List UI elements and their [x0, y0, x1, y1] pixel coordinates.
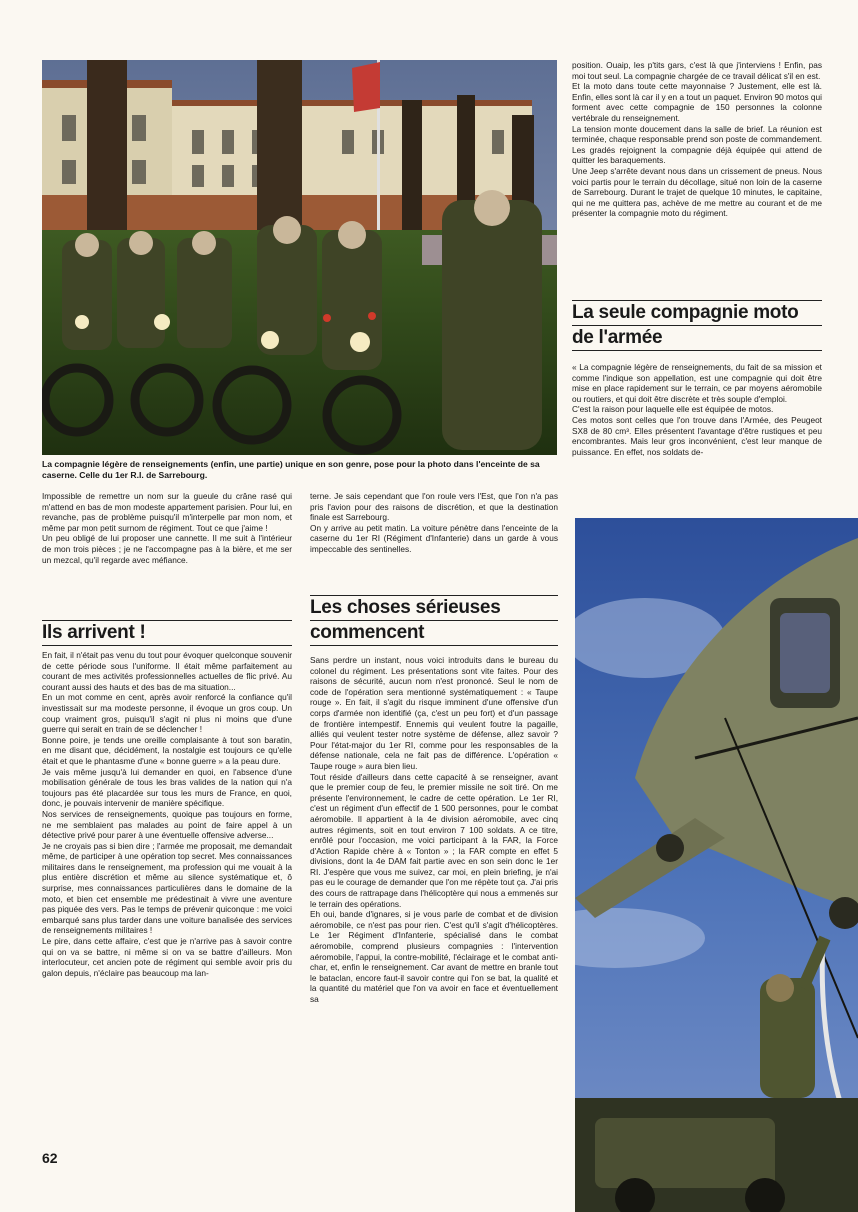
paragraph: En fait, il n'était pas venu du tout pour évoquer quelconque souvenir de cette période sous l'uniforme. Il était même parfaitement au courant de mes activités professionnelles actuelles de flic privé. Au courant aussi des hauts et des bas de ma situation... [42, 650, 292, 692]
paragraph: Bonne poire, je tends une oreille complaisante à tout son baratin, en me disant que, décidément, la nostalgie est toujours ce qu'elle était et que le phantasme d'une « bonne guerre » a la peau dure. [42, 734, 292, 766]
heading-text: Ils arrivent ! [42, 621, 292, 646]
paragraph: Ces motos sont celles que l'on trouve dans l'Armée, des Peugeot SX8 de 80 cm³. Elles présentent l'avantage d'être rustiques et peu encombrantes. Mais leur gros inconvénient, c'est leur manque de puissance. En effet, nos soldats de- [572, 414, 822, 457]
paragraph: Le pire, dans cette affaire, c'est que je n'arrive pas à savoir contre qui on va se battre, ni même si on va se battre d'ailleurs. Mon interlocuteur, cet ancien pote de régiment qui semble avoir pris du galon depuis, n'éclaire pas beaucoup ma lan- [42, 936, 292, 978]
paragraph: Impossible de remettre un nom sur la gueule du crâne rasé qui m'attend en bas de mon modeste appartement parisien. Pour lui, en revanche, pas de problème puisqu'il m'interpelle par mon nom, et même par mon petit surnom de régiment. Tout ce que j'aime ! [42, 491, 292, 533]
column-middle-intro [310, 491, 558, 555]
column-right-main [572, 362, 822, 457]
section-heading-seule-compagnie [572, 300, 822, 351]
paragraph: Sans perdre un instant, nous voici introduits dans le bureau du colonel du régiment. Les présentations sont vite faites. Pour des raisons de sécurité, aucun nom n'est prononcé. Seul le nom de code de l'opération sera mentionné systématiquement : « Taupe rouge ». En fait, il s'agit du risque imminent d'une offensive d'un corps d'armée non identifié (ça, c'est un peu fort) et d'un passage de frontière intempestif. Ennemis qui veulent foutre la pagaille, alliés qui veulent tester notre système de défense, allez savoir ? Pour l'état-major du 1er RI, comme pour les responsables de la défense nationale, cela ne fait pas de différence. L'opération « Taupe rouge » aura bien lieu. [310, 655, 558, 771]
section-heading-choses-serieuses [310, 595, 558, 646]
paragraph: C'est la raison pour laquelle elle est équipée de motos. [572, 404, 774, 415]
paragraph: Et la moto dans toute cette mayonnaise ? Justement, elle est là. Enfin, elles sont là car il y en a tout un paquet. Environ 90 motos qui forment avec cette compagnie de 150 personnes la colonne vertébrale du renseignement. [572, 81, 822, 123]
section-heading-ils-arrivent [42, 620, 292, 646]
paragraph: Une Jeep s'arrête devant nous dans un crissement de pneus. Nous voici partis pour le terrain du décollage, situé non loin de la caserne de Sarrebourg. Durant le trajet de quelque 10 minutes, le capitaine, qui ne me quittera pas, achève de me mettre au courant et de me présenter la compagnie moto du régiment. [572, 165, 822, 219]
paragraph: Eh oui, bande d'ignares, si je vous parle de combat et de division aéromobile, ce n'est pas pour rien. C'est qu'il s'agit d'hélicoptères. Le 1er Régiment d'Infanterie, spécialisé dans le combat aéromobile, comprend plusieurs compagnies : l'intervention aéromobile, l'appui, la contre-mobilité, l'éclairage et le combat anti-char, et, enfin le renseignement. Car avant de mettre en branle tout le bataclan, encore faut-il savoir contre qui l'on se bat, la qualité et la quantité du matériel que l'on va avoir en face et éventuellement sa [310, 909, 558, 1004]
paragraph: Tout réside d'ailleurs dans cette capacité à se renseigner, avant que le premier coup de feu, le premier missile ne soit tiré. On me présente l'environnement, le cadre de cette opération. Le 1er RI, c'est un régiment d'un effectif de 1 500 personnes, pour le combat aéromobile. Il appartient à la 4e division aéromobile, avec cinq autres régiments, soit en tout environ 7 100 soldats. A ce titre, enrôlé pour l'occasion, me voici participant à la FAR, la Force d'Action Rapide chère à « Tonton » ; la FAR compte en effet 5 divisions, dont la 4e DAM fait partie avec en son sein donc le 1er RI. J'espère que vous me suivez, car moi, en plein briefing, je n'ai pas eu le courage de demander que l'on me répète tout ça. J'ai pris des cours de rattrapage dans l'hélicoptère qui nous a emmenés sur le terrain des opérations. [310, 771, 558, 909]
paragraph: Un peu obligé de lui proposer une cannette. Il me suit à l'intérieur de mon trois pièces ; je ne l'accompagne pas à la bière, et me ser un mezcal, qu'il regarde avec méfiance. [42, 533, 292, 565]
photo-helicopter-soldier [575, 518, 858, 1212]
photo-soldiers-motorcycles [42, 60, 557, 455]
paragraph: Je vais même jusqu'à lui demander en quoi, en l'absence d'une mobilisation générale de tous les bras valides de la nation qui n'a toujours pas été placardée sur tous les murs de France, en quoi, donc, je pouvais intervenir de manière spécifique. [42, 766, 292, 809]
column-middle-main [310, 655, 558, 1005]
paragraph: Je ne croyais pas si bien dire ; l'armée me proposait, me demandait même, de participer à une opération top secret. Mes connaissances militaires dans le renseignement, ma profession qui me vouait à la plus entière discrétion et même au silence systématique et, ô surprise, mes connaissances particulières dans le domaine de la moto, et bien cet ensemble me prédestinait à vivre une aventure pas piquée des vers. Pas le temps de prévenir quiconque : me voici embarqué sans plus tarder dans une voiture banalisée des services de renseignements militaires ! [42, 840, 292, 936]
heading-text-line1: Les choses sérieuses [310, 596, 558, 621]
paragraph: Nos services de renseignements, quoique pas toujours en forme, ne me semblaient pas malades au point de faire appel à un détective privé pour parer à une éventuelle offensive adverse... [42, 808, 292, 841]
column-left-intro [42, 491, 292, 565]
paragraph: « La compagnie légère de renseignements, du fait de sa mission et comme l'indique son appellation, est une compagnie qui doit être mise en place rapidement sur le terrain, ce par moyens aéromobile ou routiers, et qui doit être discrète et très souple d'emploi. [572, 362, 822, 404]
page-number: 62 [42, 1150, 58, 1166]
heading-text-line2: de l'armée [572, 326, 822, 351]
paragraph: On y arrive au petit matin. La voiture pénètre dans l'enceinte de la caserne du 1er RI (Régiment d'Infanterie) dans un garde à vous impeccable des sentinelles. [310, 522, 558, 554]
heading-text-line1: La seule compagnie moto [572, 301, 822, 326]
column-left-main [42, 650, 292, 978]
paragraph: position. Ouaip, les p'tits gars, c'est là que j'interviens ! Enfin, pas moi tout seul. La compagnie chargée de ce travail délicat s'il en est. [572, 60, 822, 81]
paragraph: En un mot comme en cent, après avoir renforcé la confiance qu'il investissait sur ma modeste personne, il évoque un gros coup. Un coup vraiment gros, puisqu'il s'agit ni plus ni moins que d'une guerre qui serait en train de se déclencher ! [42, 692, 292, 735]
photo-caption: La compagnie légère de renseignements (enfin, une partie) unique en son genre, pose pour la photo dans l'enceinte de sa caserne. Celle du 1er R.I. de Sarrebourg. [42, 459, 540, 480]
heading-text-line2: commencent [310, 621, 558, 646]
column-right-intro [572, 60, 822, 219]
paragraph: terne. Je sais cependant que l'on roule vers l'Est, que l'on n'a pas pris l'avion pour des raisons de discrétion, et que la destination finale est Sarrebourg. [310, 491, 558, 523]
paragraph: La tension monte doucement dans la salle de brief. La réunion est terminée, chaque responsable prend son poste de commandement. Les gradés rejoignent la compagnie déjà équipée qui attend de quitter les baraquements. [572, 123, 822, 166]
